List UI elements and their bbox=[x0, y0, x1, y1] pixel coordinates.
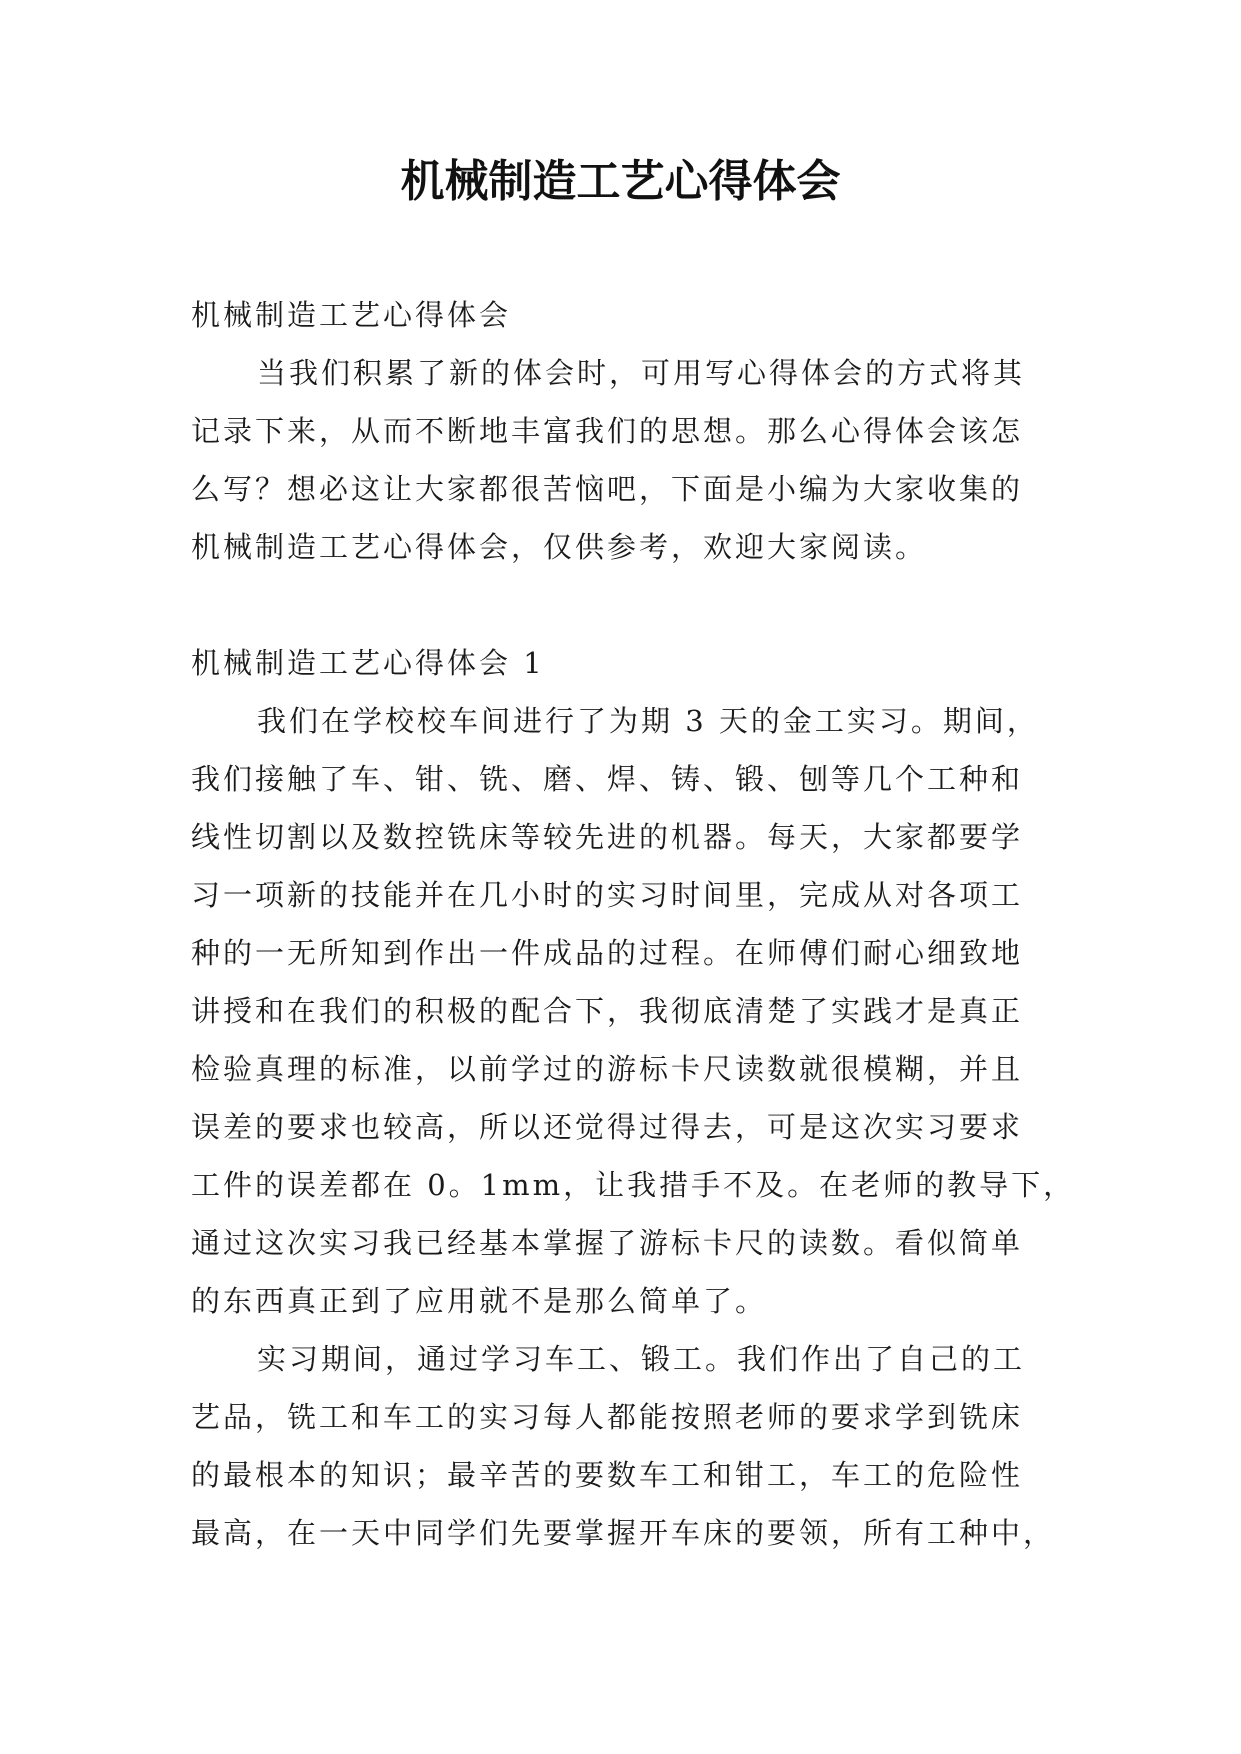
paragraph-line: 工件的误差都在 0。1mm，让我措手不及。在老师的教导下， bbox=[191, 1168, 1076, 1202]
paragraph-line: 我们接触了车、钳、铣、磨、焊、铸、锻、刨等几个工种和 bbox=[191, 762, 1024, 796]
intro-heading: 机械制造工艺心得体会 bbox=[191, 298, 512, 332]
paragraph-line: 的东西真正到了应用就不是那么简单了。 bbox=[191, 1284, 768, 1318]
paragraph-line: 艺品，铣工和车工的实习每人都能按照老师的要求学到铣床 bbox=[191, 1400, 1024, 1434]
paragraph-line: 的最根本的知识；最辛苦的要数车工和钳工，车工的危险性 bbox=[191, 1458, 1024, 1492]
section-heading: 机械制造工艺心得体会 1 bbox=[191, 646, 545, 680]
paragraph-line: 线性切割以及数控铣床等较先进的机器。每天，大家都要学 bbox=[191, 820, 1024, 854]
document-title: 机械制造工艺心得体会 bbox=[400, 156, 841, 207]
paragraph-line: 通过这次实习我已经基本掌握了游标卡尺的读数。看似简单 bbox=[191, 1226, 1024, 1260]
paragraph-line: 习一项新的技能并在几小时的实习时间里，完成从对各项工 bbox=[191, 878, 1024, 912]
paragraph-line: 实习期间，通过学习车工、锻工。我们作出了自己的工 bbox=[257, 1342, 1026, 1376]
section-gap bbox=[191, 576, 1071, 634]
paragraph-line: 我们在学校校车间进行了为期 3 天的金工实习。期间， bbox=[257, 704, 1039, 738]
paragraph-line: 种的一无所知到作出一件成品的过程。在师傅们耐心细致地 bbox=[191, 936, 1024, 970]
paragraph-line: 最高，在一天中同学们先要掌握开车床的要领，所有工种中， bbox=[191, 1516, 1056, 1550]
paragraph-line: 误差的要求也较高，所以还觉得过得去，可是这次实习要求 bbox=[191, 1110, 1024, 1144]
paragraph-line: 当我们积累了新的体会时，可用写心得体会的方式将其 bbox=[257, 356, 1026, 390]
paragraph-line: 记录下来，从而不断地丰富我们的思想。那么心得体会该怎 bbox=[191, 414, 1024, 448]
paragraph-line: 么写？想必这让大家都很苦恼吧，下面是小编为大家收集的 bbox=[191, 472, 1024, 506]
paragraph-line: 检验真理的标准，以前学过的游标卡尺读数就很模糊，并且 bbox=[191, 1052, 1024, 1086]
paragraph-line: 讲授和在我们的积极的配合下，我彻底清楚了实践才是真正 bbox=[191, 994, 1024, 1028]
paragraph-line: 机械制造工艺心得体会，仅供参考，欢迎大家阅读。 bbox=[191, 530, 928, 564]
document-body bbox=[191, 286, 1076, 1562]
